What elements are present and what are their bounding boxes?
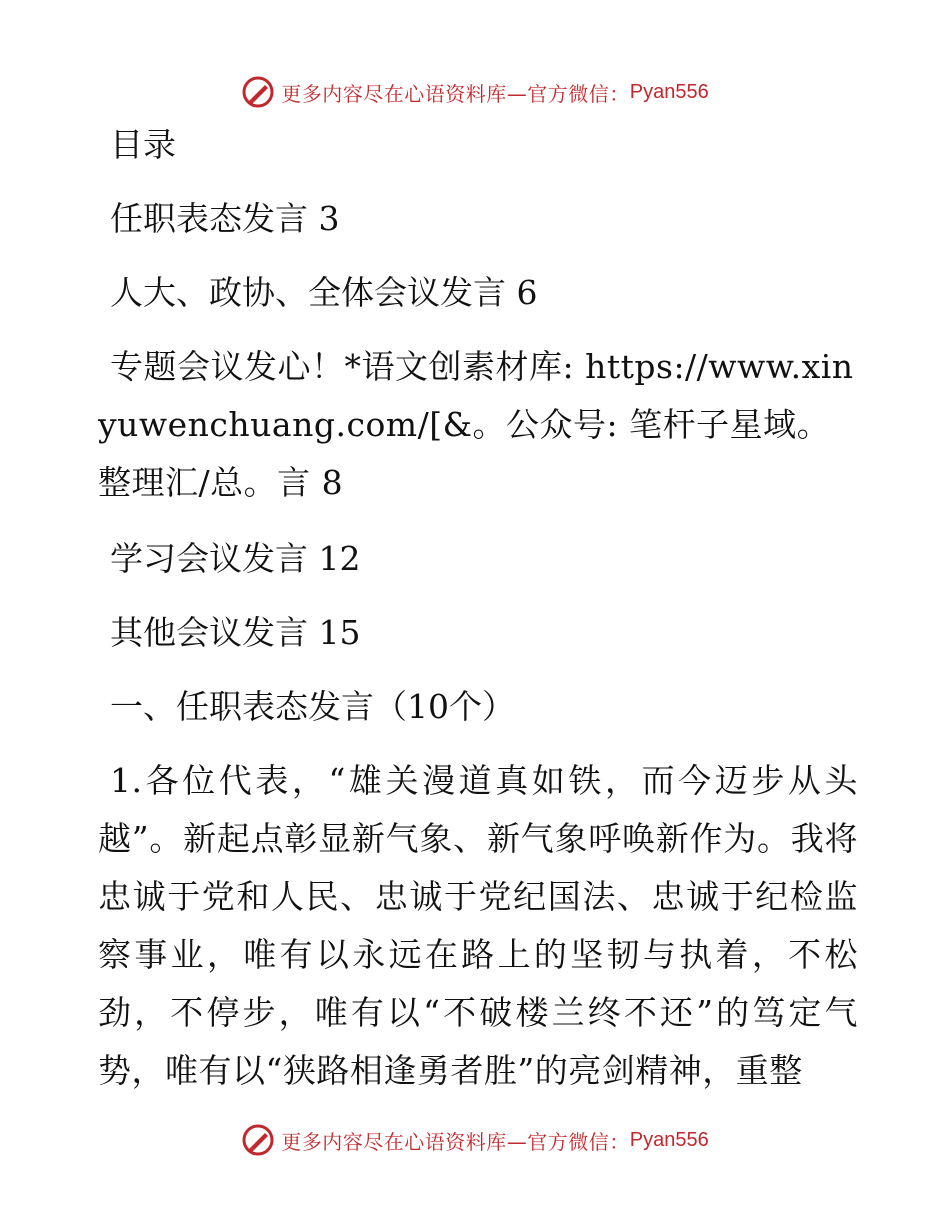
watermark-text: 更多内容尽在心语资料库—官方微信： [281, 1129, 630, 1154]
brand-logo-icon [241, 75, 275, 109]
toc-item-special: 专题会议发心！*语文创素材库: https://www.xinyuwenchuang.com/[&。公众号: 笔杆子星域。整理汇/总。言 8 [98, 347, 854, 502]
document-body [98, 118, 858, 1100]
toc-item: 人大、政协、全体会议发言 6 [110, 273, 538, 312]
section-heading: 一、任职表态发言（10个） [110, 687, 515, 726]
body-paragraph: 1.各位代表，“雄关漫道真如铁，而今迈步从头越”。新起点彰显新气象、新气象呼唤新作为。我将忠诚于党和人民、忠诚于党纪国法、忠诚于纪检监察事业，唯有以永远在路上的坚韧与执着，不松劲，不停步，唯有以“不破楼兰终不还”的笃定气势，唯有以“狭路相逢勇者胜”的亮剑精神，重整 [98, 761, 858, 1090]
toc-item: 其他会议发言 15 [110, 613, 361, 652]
brand-logo-icon [241, 1123, 275, 1157]
watermark-text: 更多内容尽在心语资料库—官方微信： [281, 81, 630, 106]
toc-item: 学习会议发言 12 [110, 539, 361, 578]
watermark-wechat-id: Pyan556 [629, 80, 709, 103]
watermark-banner-bottom [0, 1118, 950, 1162]
toc-item: 任职表态发言 3 [110, 199, 340, 238]
watermark-wechat-id: Pyan556 [629, 1128, 709, 1151]
toc-title: 目录 [110, 125, 176, 164]
watermark-banner-top [0, 70, 950, 114]
